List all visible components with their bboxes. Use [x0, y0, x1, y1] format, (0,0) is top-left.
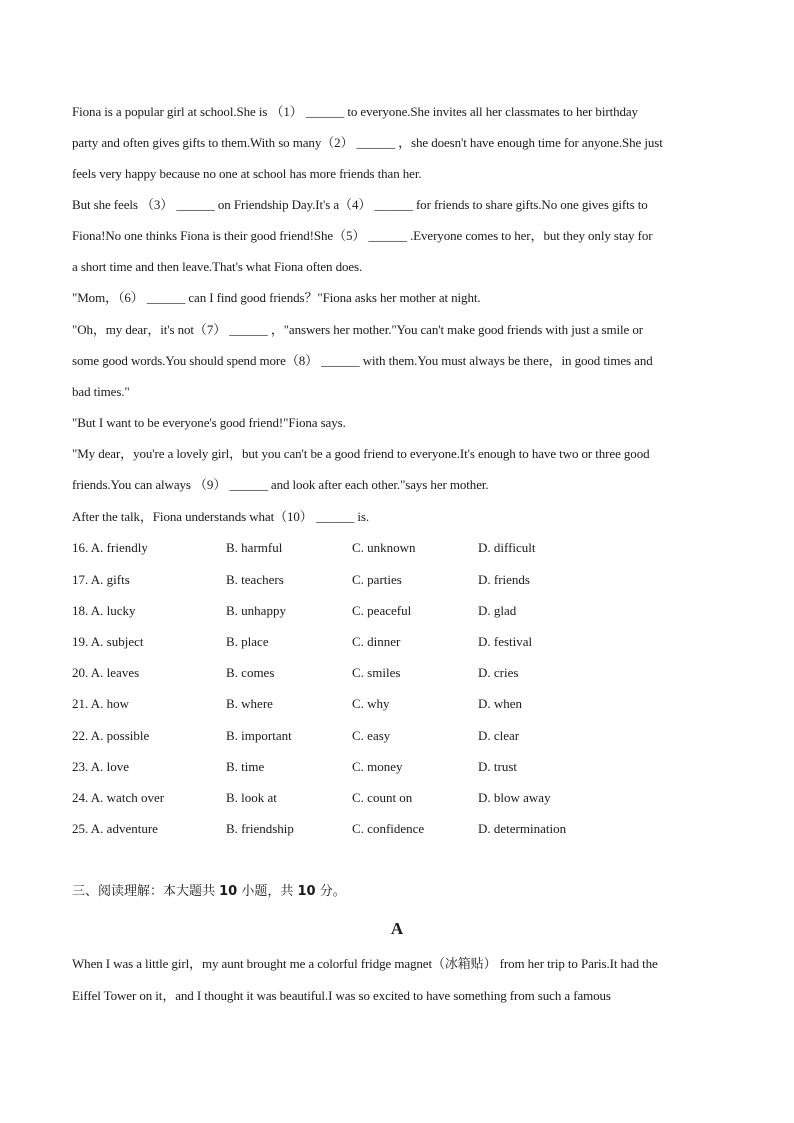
passage-line: a short time and then leave.That's what Fiona often does.	[72, 259, 363, 274]
passage-line: Eiffel Tower on it，and I thought it was beautiful.I was so excited to have something from such a famous	[72, 988, 611, 1003]
option-d: D. difficult	[478, 540, 536, 555]
option-c: C. unknown	[352, 540, 416, 555]
option-a: 23. A. love	[72, 759, 130, 774]
option-a: 24. A. watch over	[72, 790, 165, 805]
option-c: C. dinner	[352, 634, 401, 649]
passage-line: After the talk，Fiona understands what（10） ______ is.	[72, 509, 370, 524]
option-c: C. why	[352, 696, 390, 711]
option-c: C. money	[352, 759, 403, 774]
option-b: B. unhappy	[226, 603, 286, 618]
option-b: B. time	[226, 759, 265, 774]
passage-line: feels very happy because no one at school has more friends than her.	[72, 166, 422, 181]
option-d: D. glad	[478, 603, 517, 618]
passage-line: bad times."	[72, 384, 130, 399]
passage-line: some good words.You should spend more（8） ______ with them.You must always be there，in good times and	[72, 353, 653, 368]
option-a: 19. A. subject	[72, 634, 144, 649]
option-a: 21. A. how	[72, 696, 130, 711]
passage-line: "But I want to be everyone's good friend!"Fiona says.	[72, 415, 346, 430]
passage-line: "My dear，you're a lovely girl，but you can't be a good friend to everyone.It's enough to have two or three good	[72, 446, 650, 461]
option-a: 25. A. adventure	[72, 821, 158, 836]
option-b: B. harmful	[226, 540, 283, 555]
section-heading-text: 三、阅读理解：本大题共	[72, 884, 220, 899]
passage-title: A	[390, 919, 404, 938]
option-d: D. cries	[478, 665, 519, 680]
option-b: B. place	[226, 634, 269, 649]
option-d: D. determination	[478, 821, 567, 836]
passage-line: party and often gives gifts to them.With so many（2） ______ ，she doesn't have enough time for anyone.She just	[72, 135, 663, 150]
section-score: 10	[297, 884, 316, 899]
passage-line: Fiona!No one thinks Fiona is their good friend!She（5） ______ .Everyone comes to her，but they only stay for	[72, 228, 653, 243]
option-c: C. smiles	[352, 665, 401, 680]
option-a: 17. A. gifts	[72, 572, 130, 587]
passage-line: Fiona is a popular girl at school.She is （1） ______ to everyone.She invites all her classmates to her birthday	[72, 104, 638, 119]
option-b: B. teachers	[226, 572, 284, 587]
option-d: D. clear	[478, 728, 520, 743]
option-d: D. festival	[478, 634, 533, 649]
option-a: 20. A. leaves	[72, 665, 140, 680]
option-d: D. when	[478, 696, 523, 711]
section-question-count: 10	[219, 884, 238, 899]
option-d: D. friends	[478, 572, 530, 587]
passage-line: "Oh，my dear，it's not（7） ______ ，"answers her mother."You can't make good friends with just a smile or	[72, 322, 643, 337]
option-c: C. easy	[352, 728, 391, 743]
passage-line: When I was a little girl，my aunt brought me a colorful fridge magnet（冰箱贴） from her trip to Paris.It had the	[72, 956, 658, 971]
option-d: D. trust	[478, 759, 517, 774]
option-a: 16. A. friendly	[72, 540, 148, 555]
option-c: C. parties	[352, 572, 402, 587]
passage-line: "Mom，（6） ______ can I find good friends？"Fiona asks her mother at night.	[72, 290, 481, 305]
section-heading-text: 小题，共	[237, 884, 298, 899]
option-a: 18. A. lucky	[72, 603, 136, 618]
section-heading	[72, 884, 346, 900]
option-b: B. important	[226, 728, 292, 743]
option-c: C. peaceful	[352, 603, 412, 618]
option-a: 22. A. possible	[72, 728, 150, 743]
option-b: B. comes	[226, 665, 275, 680]
option-b: B. friendship	[226, 821, 294, 836]
section-heading-text: 分。	[315, 884, 346, 899]
option-d: D. blow away	[478, 790, 551, 805]
passage-line: But she feels （3） ______ on Friendship Day.It's a（4） ______ for friends to share gifts.No one gives gifts to	[72, 197, 648, 212]
option-b: B. look at	[226, 790, 277, 805]
option-b: B. where	[226, 696, 273, 711]
option-c: C. confidence	[352, 821, 425, 836]
option-c: C. count on	[352, 790, 413, 805]
passage-line: friends.You can always （9） ______ and look after each other."says her mother.	[72, 477, 489, 492]
